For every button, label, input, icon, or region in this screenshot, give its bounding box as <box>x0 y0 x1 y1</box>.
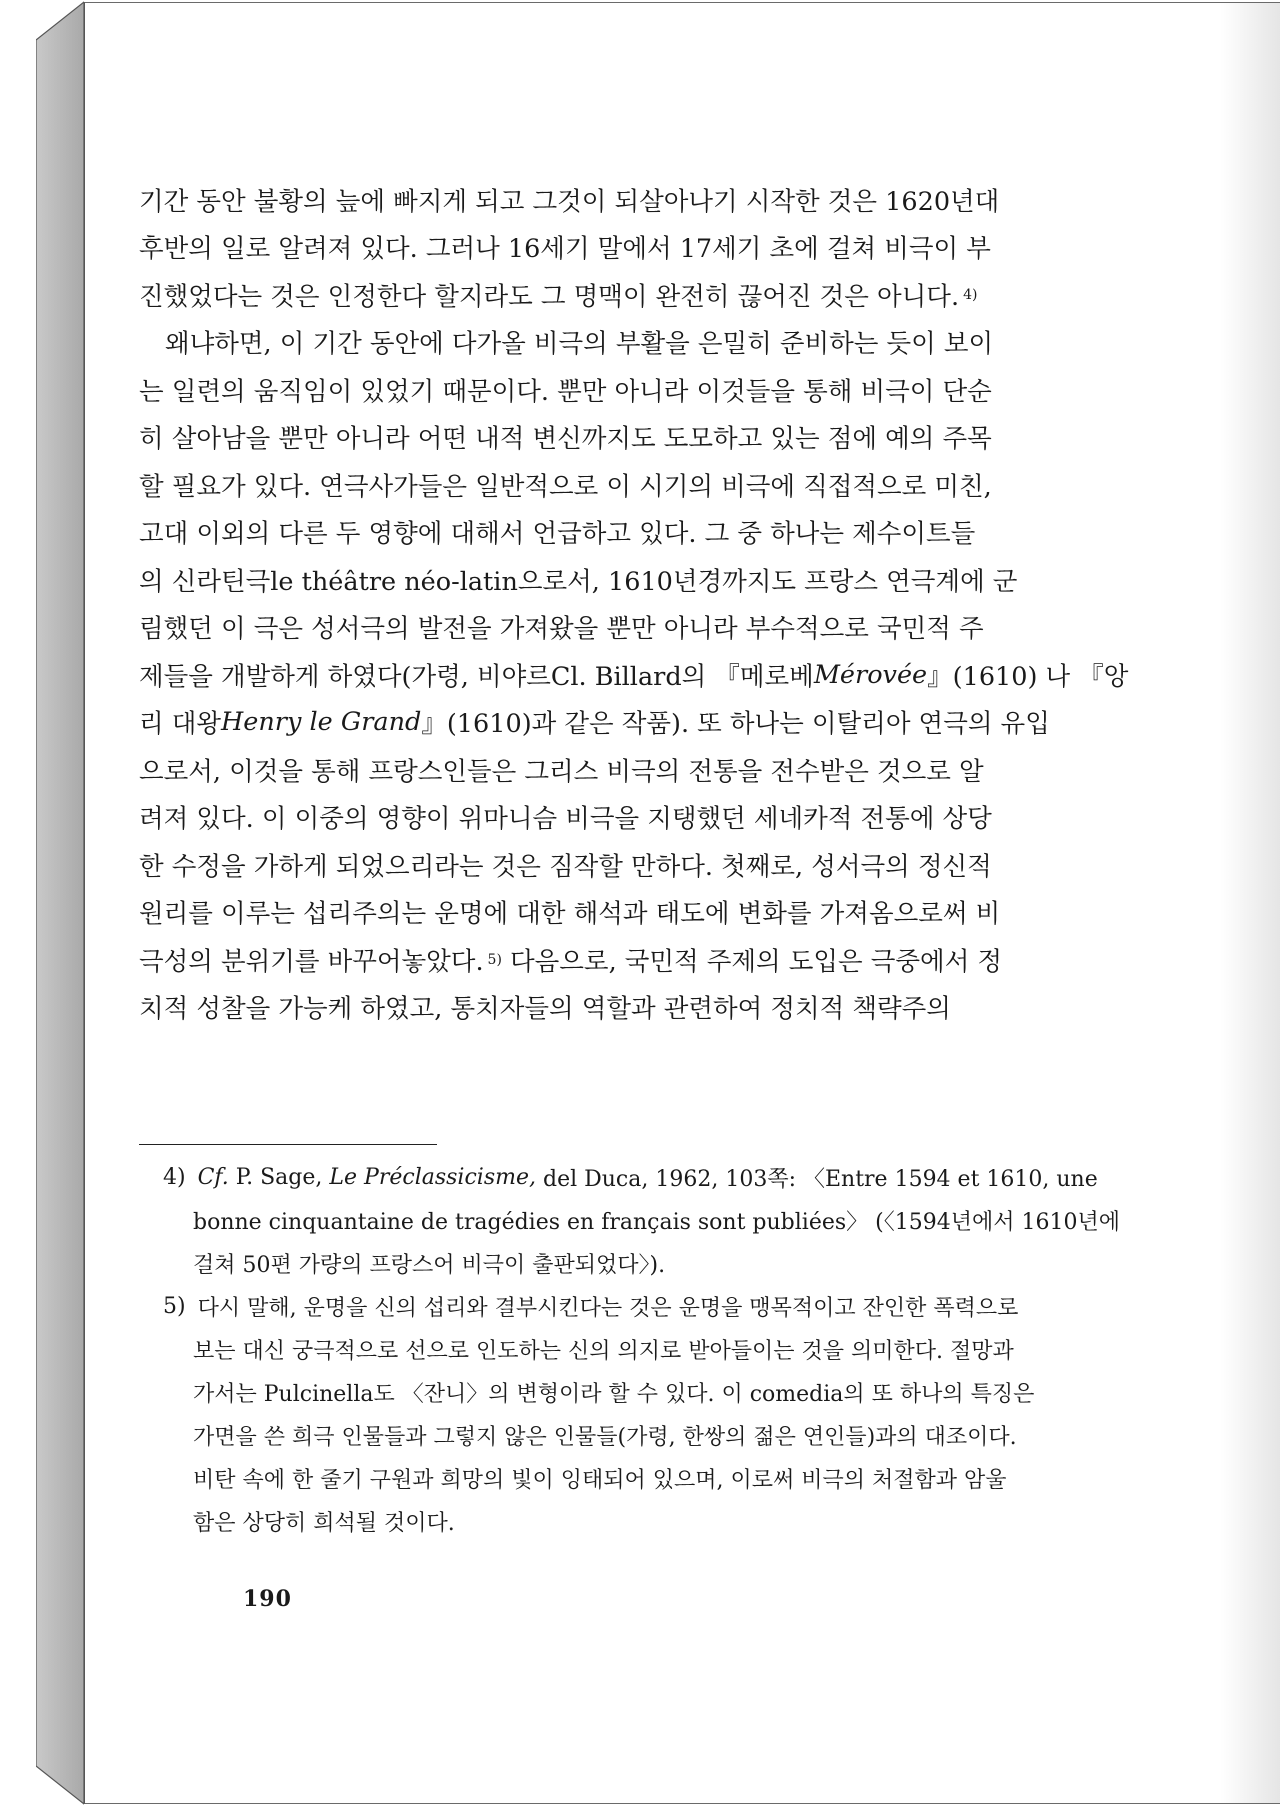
footnote-4-author: P. Sage, <box>235 1165 323 1190</box>
text-line: 한 수정을 가하게 되었으리라는 것은 짐작할 만하다. 첫째로, 성서극의 정신적 <box>139 851 992 882</box>
text-line: 의 신라틴극le théâtre néo-latin으로서, 1610년경까지도 프랑스 연극계에 군 <box>139 566 1018 597</box>
text-line-content: 』(1610)과 같은 작품). 또 하나는 이탈리아 연극의 유입 <box>421 709 1050 740</box>
text-line: 치적 성찰을 가능케 하였고, 통치자들의 역할과 관련하여 정치적 책략주의 <box>139 994 951 1025</box>
text-line: 림했던 이 극은 성서극의 발전을 가져왔을 뿐만 아니라 부수적으로 국민적 주 <box>139 614 984 645</box>
footnote-ref-4: 4) <box>963 286 978 303</box>
text-line-content: 극성의 분위기를 바꾸어놓았다. <box>139 946 484 977</box>
footnote-5-number: 5) <box>163 1294 186 1319</box>
footnote-4-number: 4) <box>163 1165 186 1190</box>
text-line: 는 일련의 움직임이 있었기 때문이다. 뿐만 아니라 이것들을 통해 비극이 단순 <box>139 376 992 407</box>
text-line: 후반의 일로 알려져 있다. 그러나 16세기 말에서 17세기 초에 걸쳐 비극이 부 <box>139 234 991 265</box>
footnote-5-line: 함은 상당히 희석될 것이다. <box>193 1511 455 1536</box>
page-shadow <box>1220 3 1280 1803</box>
book-spine-edge <box>36 0 84 1806</box>
footnote-4-rest: del Duca, 1962, 103쪽: 〈Entre 1594 et 1610, une <box>542 1167 1098 1192</box>
footnote-5-line: 비탄 속에 한 줄기 구원과 희망의 빛이 잉태되어 있으며, 이로써 비극의 처절함과 암울 <box>193 1468 1007 1493</box>
footnote-ref-5: 5) <box>487 951 502 968</box>
text-line-content: 다음으로, 국민적 주제의 도입은 극중에서 정 <box>510 946 1003 977</box>
main-text-body <box>139 176 1132 1031</box>
footnote-5-line: 보는 대신 궁극적으로 선으로 인도하는 신의 의지로 받아들이는 것을 의미한다. 절망과 <box>193 1339 1014 1364</box>
footnote-4-line <box>163 1156 1132 1199</box>
text-line-content: 제들을 개발하게 하였다(가령, 비야르Cl. Billard의 『메로베 <box>139 661 814 692</box>
text-line: 으로서, 이것을 통해 프랑스인들은 그리스 비극의 전통을 전수받은 것으로 알 <box>139 756 984 787</box>
footnote-5-line: 가서는 Pulcinella도 〈잔니〉의 변형이라 할 수 있다. 이 comedia의 또 하나의 특징은 <box>193 1382 1035 1407</box>
footnote-separator <box>139 1144 437 1145</box>
text-line: 고대 이외의 다른 두 영향에 대해서 언급하고 있다. 그 중 하나는 제수이트들 <box>139 519 976 550</box>
footnote-4-line: 걸쳐 50편 가량의 프랑스어 비극이 출판되었다〉). <box>193 1253 666 1278</box>
text-line: 원리를 이루는 섭리주의는 운명에 대한 해석과 태도에 변화를 가져옴으로써 비 <box>139 899 1001 930</box>
footnotes <box>163 1156 1132 1543</box>
text-line <box>139 271 1132 319</box>
footnote-4-cf: Cf. <box>197 1165 229 1190</box>
text-line <box>139 936 1132 984</box>
text-line-content: 진했었다는 것은 인정한다 할지라도 그 명맥이 완전히 끊어진 것은 아니다. <box>139 281 960 312</box>
page-number: 190 <box>243 1586 292 1612</box>
text-line-content: 리 대왕 <box>139 709 222 740</box>
footnote-4-line: bonne cinquantaine de tragédies en français sont publiées〉 (〈1594년에서 1610년에 <box>193 1210 1120 1235</box>
footnote-5-line: 가면을 쓴 희극 인물들과 그렇지 않은 인물들(가령, 한쌍의 젊은 연인들)과의 대조이다. <box>193 1425 1017 1450</box>
work-title-merovee: Mérovée <box>813 659 928 690</box>
text-line: 히 살아남을 뿐만 아니라 어떤 내적 변신까지도 도모하고 있는 점에 예의 주목 <box>139 424 992 455</box>
work-title-henry: Henry le Grand <box>221 707 422 738</box>
footnote-5-text: 다시 말해, 운명을 신의 섭리와 결부시킨다는 것은 운명을 맹목적이고 잔인한 폭력으로 <box>197 1296 1019 1321</box>
text-line: 려져 있다. 이 이중의 영향이 위마니슴 비극을 지탱했던 세네카적 전통에 상당 <box>139 804 992 835</box>
text-line: 기간 동안 불황의 늪에 빠지게 되고 그것이 되살아나기 시작한 것은 1620년대 <box>139 186 1000 217</box>
footnote-4-title: Le Préclassicisme, <box>329 1165 536 1190</box>
text-line <box>139 651 1132 699</box>
footnote-5-line <box>163 1285 1132 1328</box>
text-line-content: 』(1610) 나 『앙 <box>927 661 1129 692</box>
text-line <box>139 699 1132 747</box>
paragraph-start-line: 왜냐하면, 이 기간 동안에 다가올 비극의 부활을 은밀히 준비하는 듯이 보이 <box>165 329 994 360</box>
text-line: 할 필요가 있다. 연극사가들은 일반적으로 이 시기의 비극에 직접적으로 미친, <box>139 471 992 502</box>
